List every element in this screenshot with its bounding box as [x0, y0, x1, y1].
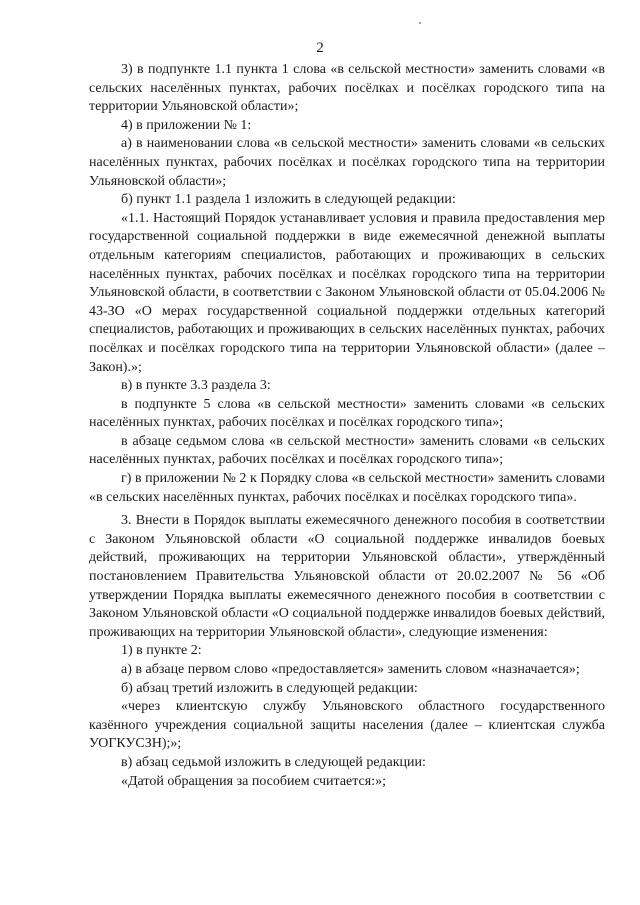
paragraph-quote-client: «через клиентскую службу Ульяновского областного государственного казённого учреждения социальной защиты населения (далее – клиентская служба УОГКУСЗН);»; [89, 699, 605, 752]
paragraph-point-1-a: а) в абзаце первом слово «предоставляется» заменить словом «назначается»; [121, 662, 580, 677]
paragraph-item-3: 3) в подпункте 1.1 пункта 1 слова «в сельской местности» заменить словами «в сельских населённых пунктах, рабочих посёлках и посёлках городского типа на территории Ульяновской области»; [89, 62, 605, 115]
paragraph-point-1: 1) в пункте 2: [121, 643, 202, 659]
document-body [89, 61, 605, 791]
paragraph-section-3: 3. Внести в Порядок выплаты ежемесячного денежного пособия в соответствии с Законом Ульяновской области «О социальной поддержке инвалидов боевых действий, проживающих на территории Ульяновской области», утверждённый постановлением Правительства Ульяновской области от 20.02.2007 № 56 «Об утверждении Порядка выплаты ежемесячного денежного пособия в соответствии с Законом Ульяновской области «О социальной поддержке инвалидов боевых действий, проживающих на территории Ульяновской области», следующие изменения: [89, 513, 605, 640]
page-number: 2 [316, 40, 324, 56]
paragraph-subitem-a: а) в наименовании слова «в сельской местности» заменить словами «в сельских населённых пунктах, рабочих посёлках и посёлках городского типа на территории Ульяновской области»; [89, 136, 605, 189]
paragraph-quote-date: «Датой обращения за пособием считается:»; [121, 773, 386, 789]
paragraph-seventh-abzac: в абзаце седьмом слова «в сельской местности» заменить словами «в сельских населённых пунктах, рабочих посёлках и посёлках городского типа»; [89, 433, 605, 468]
scan-speck [419, 22, 421, 24]
paragraph-subpoint-5: в подпункте 5 слова «в сельской местности» заменить словами «в сельских населённых пунктах, рабочих посёлках и посёлках городского типа»; [89, 396, 605, 431]
paragraph-quote-1-1: «1.1. Настоящий Порядок устанавливает условия и правила предоставления мер государственной социальной поддержки в виде ежемесячной денежной выплаты отдельным категориям специалистов, работающих и проживающих в сельских населённых пунктах, рабочих посёлках и посёлках городского типа на территории Ульяновской области, в соответствии с Законом Ульяновской области от 05.04.2006 № 43-ЗО «О мерах государственной социальной поддержки отдельных категорий специалистов, работающих и проживающих в сельских населённых пунктах, рабочих посёлках и посёлках городского типа на территории Ульяновской области» (далее – Закон).»; [89, 210, 605, 375]
paragraph-subitem-v: в) в пункте 3.3 раздела 3: [121, 378, 271, 394]
paragraph-item-4: 4) в приложении № 1: [121, 117, 252, 133]
paragraph-point-1-b: б) абзац третий изложить в следующей редакции: [121, 680, 418, 696]
paragraph-subitem-b: б) пункт 1.1 раздела 1 изложить в следующей редакции: [121, 192, 456, 208]
paragraph-point-1-v: в) абзац седьмой изложить в следующей редакции: [121, 754, 426, 770]
paragraph-subitem-g: г) в приложении № 2 к Порядку слова «в сельской местности» заменить словами «в сельских населённых пунктах, рабочих посёлках и посёлках городского типа». [89, 471, 605, 505]
